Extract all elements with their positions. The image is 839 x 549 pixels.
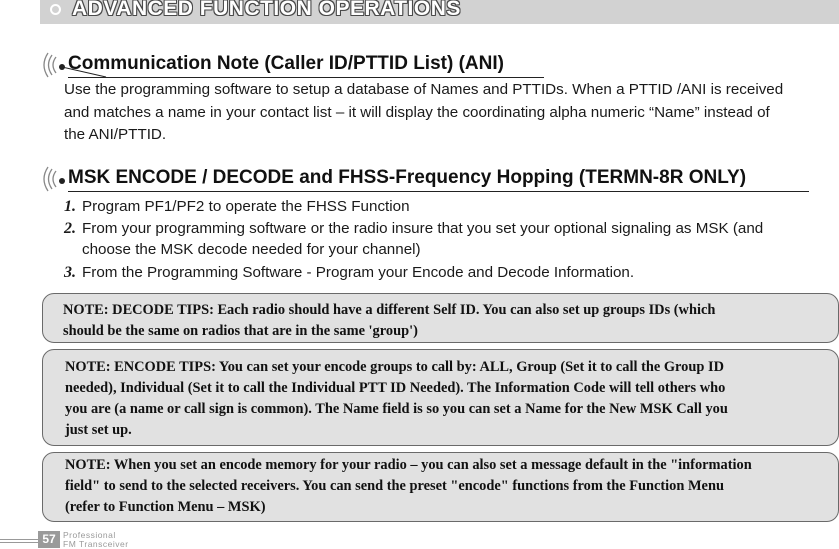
signal-waves-icon — [42, 166, 68, 192]
note-line: (refer to Function Menu – MSK) — [65, 499, 266, 515]
note-line: just set up. — [65, 422, 132, 438]
step-continuation: choose the MSK decode needed for your channel) — [82, 241, 421, 258]
note-box-encode — [42, 349, 839, 446]
note-line: should be the same on radios that are in the same 'group') — [63, 323, 418, 339]
section-title: Communication Note (Caller ID/PTTID List) (ANI) — [68, 53, 504, 74]
section-header-band — [40, 0, 839, 24]
section-heading-ani — [42, 52, 544, 78]
page-title: ADVANCED FUNCTION OPERATIONS — [72, 0, 461, 20]
step-number: 2. — [64, 220, 76, 237]
step-text: From your programming software or the radio insure that you set your optional signaling as MSK (and — [82, 220, 764, 237]
note-line: field" to send to the selected receivers. You can send the preset "encode" functions from the Function Menu — [65, 478, 724, 494]
heading-underline — [68, 191, 809, 192]
page-number: 57 — [38, 531, 60, 548]
note-box-memory — [42, 452, 839, 522]
step-item — [64, 262, 634, 283]
note-box-decode — [42, 293, 839, 343]
footer-rule — [0, 539, 38, 540]
note-line: NOTE: DECODE TIPS: Each radio should have a different Self ID. You can also set up groups IDs (which — [63, 302, 716, 318]
footer-rule — [0, 542, 38, 543]
note-line: needed), Individual (Set it to call the Individual PTT ID Needed). The Information Code will tell others who — [65, 380, 726, 396]
step-item — [64, 218, 763, 239]
step-item — [64, 196, 410, 217]
circle-bullet-icon — [50, 4, 61, 15]
step-number: 1. — [64, 198, 76, 215]
paragraph-line: Use the programming software to setup a database of Names and PTTIDs. When a PTTID /ANI is received — [64, 81, 784, 98]
paragraph-line: the ANI/PTTID. — [64, 126, 167, 143]
step-text: Program PF1/PF2 to operate the FHSS Function — [82, 198, 410, 215]
note-line: you are (a name or call sign is common). The Name field is so you can set a Name for the New MSK Call you — [65, 401, 728, 417]
paragraph-line: and matches a name in your contact list – it will display the coordinating alpha numeric “Name” instead of — [64, 103, 770, 121]
section-title: MSK ENCODE / DECODE and FHSS-Frequency Hopping (TERMN-8R ONLY) — [68, 167, 747, 188]
step-text: From the Programming Software - Program your Encode and Decode Information. — [82, 264, 635, 281]
heading-underline — [68, 77, 544, 78]
step-number: 3. — [64, 264, 76, 281]
brand-line: Professional — [63, 530, 116, 540]
footer-brand — [63, 531, 129, 548]
note-line: NOTE: ENCODE TIPS: You can set your encode groups to call by: ALL, Group (Set it to call the Group ID — [65, 359, 724, 375]
ani-paragraph — [64, 79, 838, 147]
brand-line: FM Transceiver — [63, 538, 129, 549]
note-line: NOTE: When you set an encode memory for your radio – you can also set a message default in the "information — [65, 457, 752, 473]
section-heading-msk — [42, 166, 809, 192]
